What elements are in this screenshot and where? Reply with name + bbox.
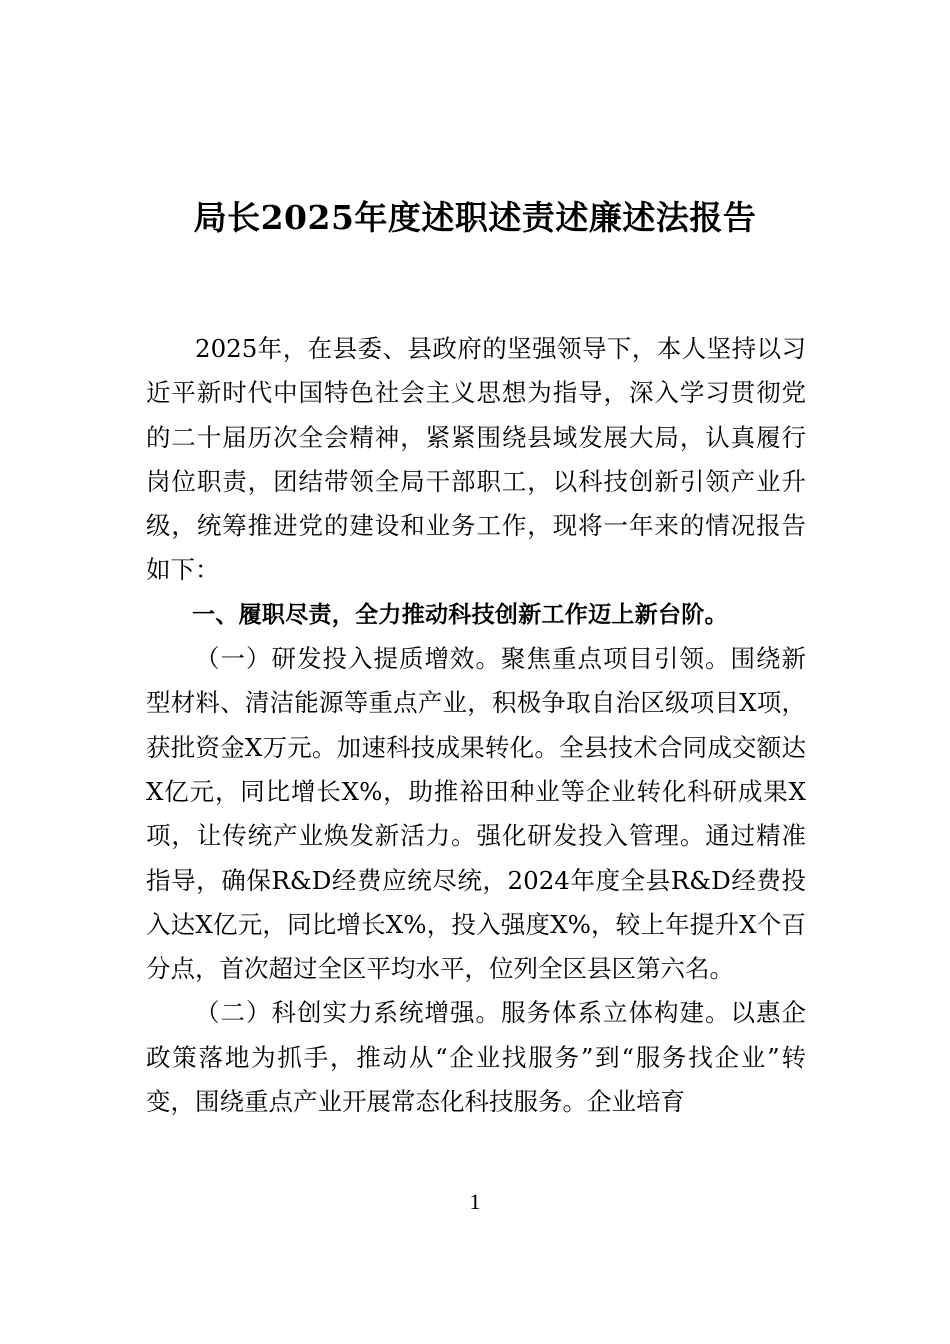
document-body (146, 327, 806, 1124)
section-heading-1: 一、履职尽责，全力推动科技创新工作迈上新台阶。 (192, 601, 728, 628)
subsection-paragraph-1: （一）研发投入提质增效。聚焦重点项目引领。围绕新型材料、清洁能源等重点产业，积极争取自治区级项目X项，获批资金X万元。加速科技成果转化。全县技术合同成交额达X亿元，同比增长X%，助推裕田种业等企业转化科研成果X项，让传统产业焕发新活力。强化研发投入管理。通过精准指导，确保R&D经费应统尽统，2024年度全县R&D经费投入达X亿元，同比增长X%，投入强度X%，较上年提升X个百分点，首次超过全区平均水平，位列全区县区第六名。 (146, 644, 806, 984)
page-number: 1 (469, 1189, 481, 1214)
intro-paragraph: 2025年，在县委、县政府的坚强领导下，本人坚持以习近平新时代中国特色社会主义思想为指导，深入学习贯彻党的二十届历次全会精神，紧紧围绕县域发展大局，认真履行岗位职责，团结带领全局干部职工，以科技创新引领产业升级，统筹推进党的建设和业务工作，现将一年来的情况报告如下： (146, 334, 806, 585)
document-title: 局长2025年度述职述责述廉述法报告 (193, 198, 757, 237)
subsection-paragraph-2: （二）科创实力系统增强。服务体系立体构建。以惠企政策落地为抓手，推动从“企业找服务”到“服务找企业”转变，围绕重点产业开展常态化科技服务。企业培育 (146, 998, 806, 1117)
